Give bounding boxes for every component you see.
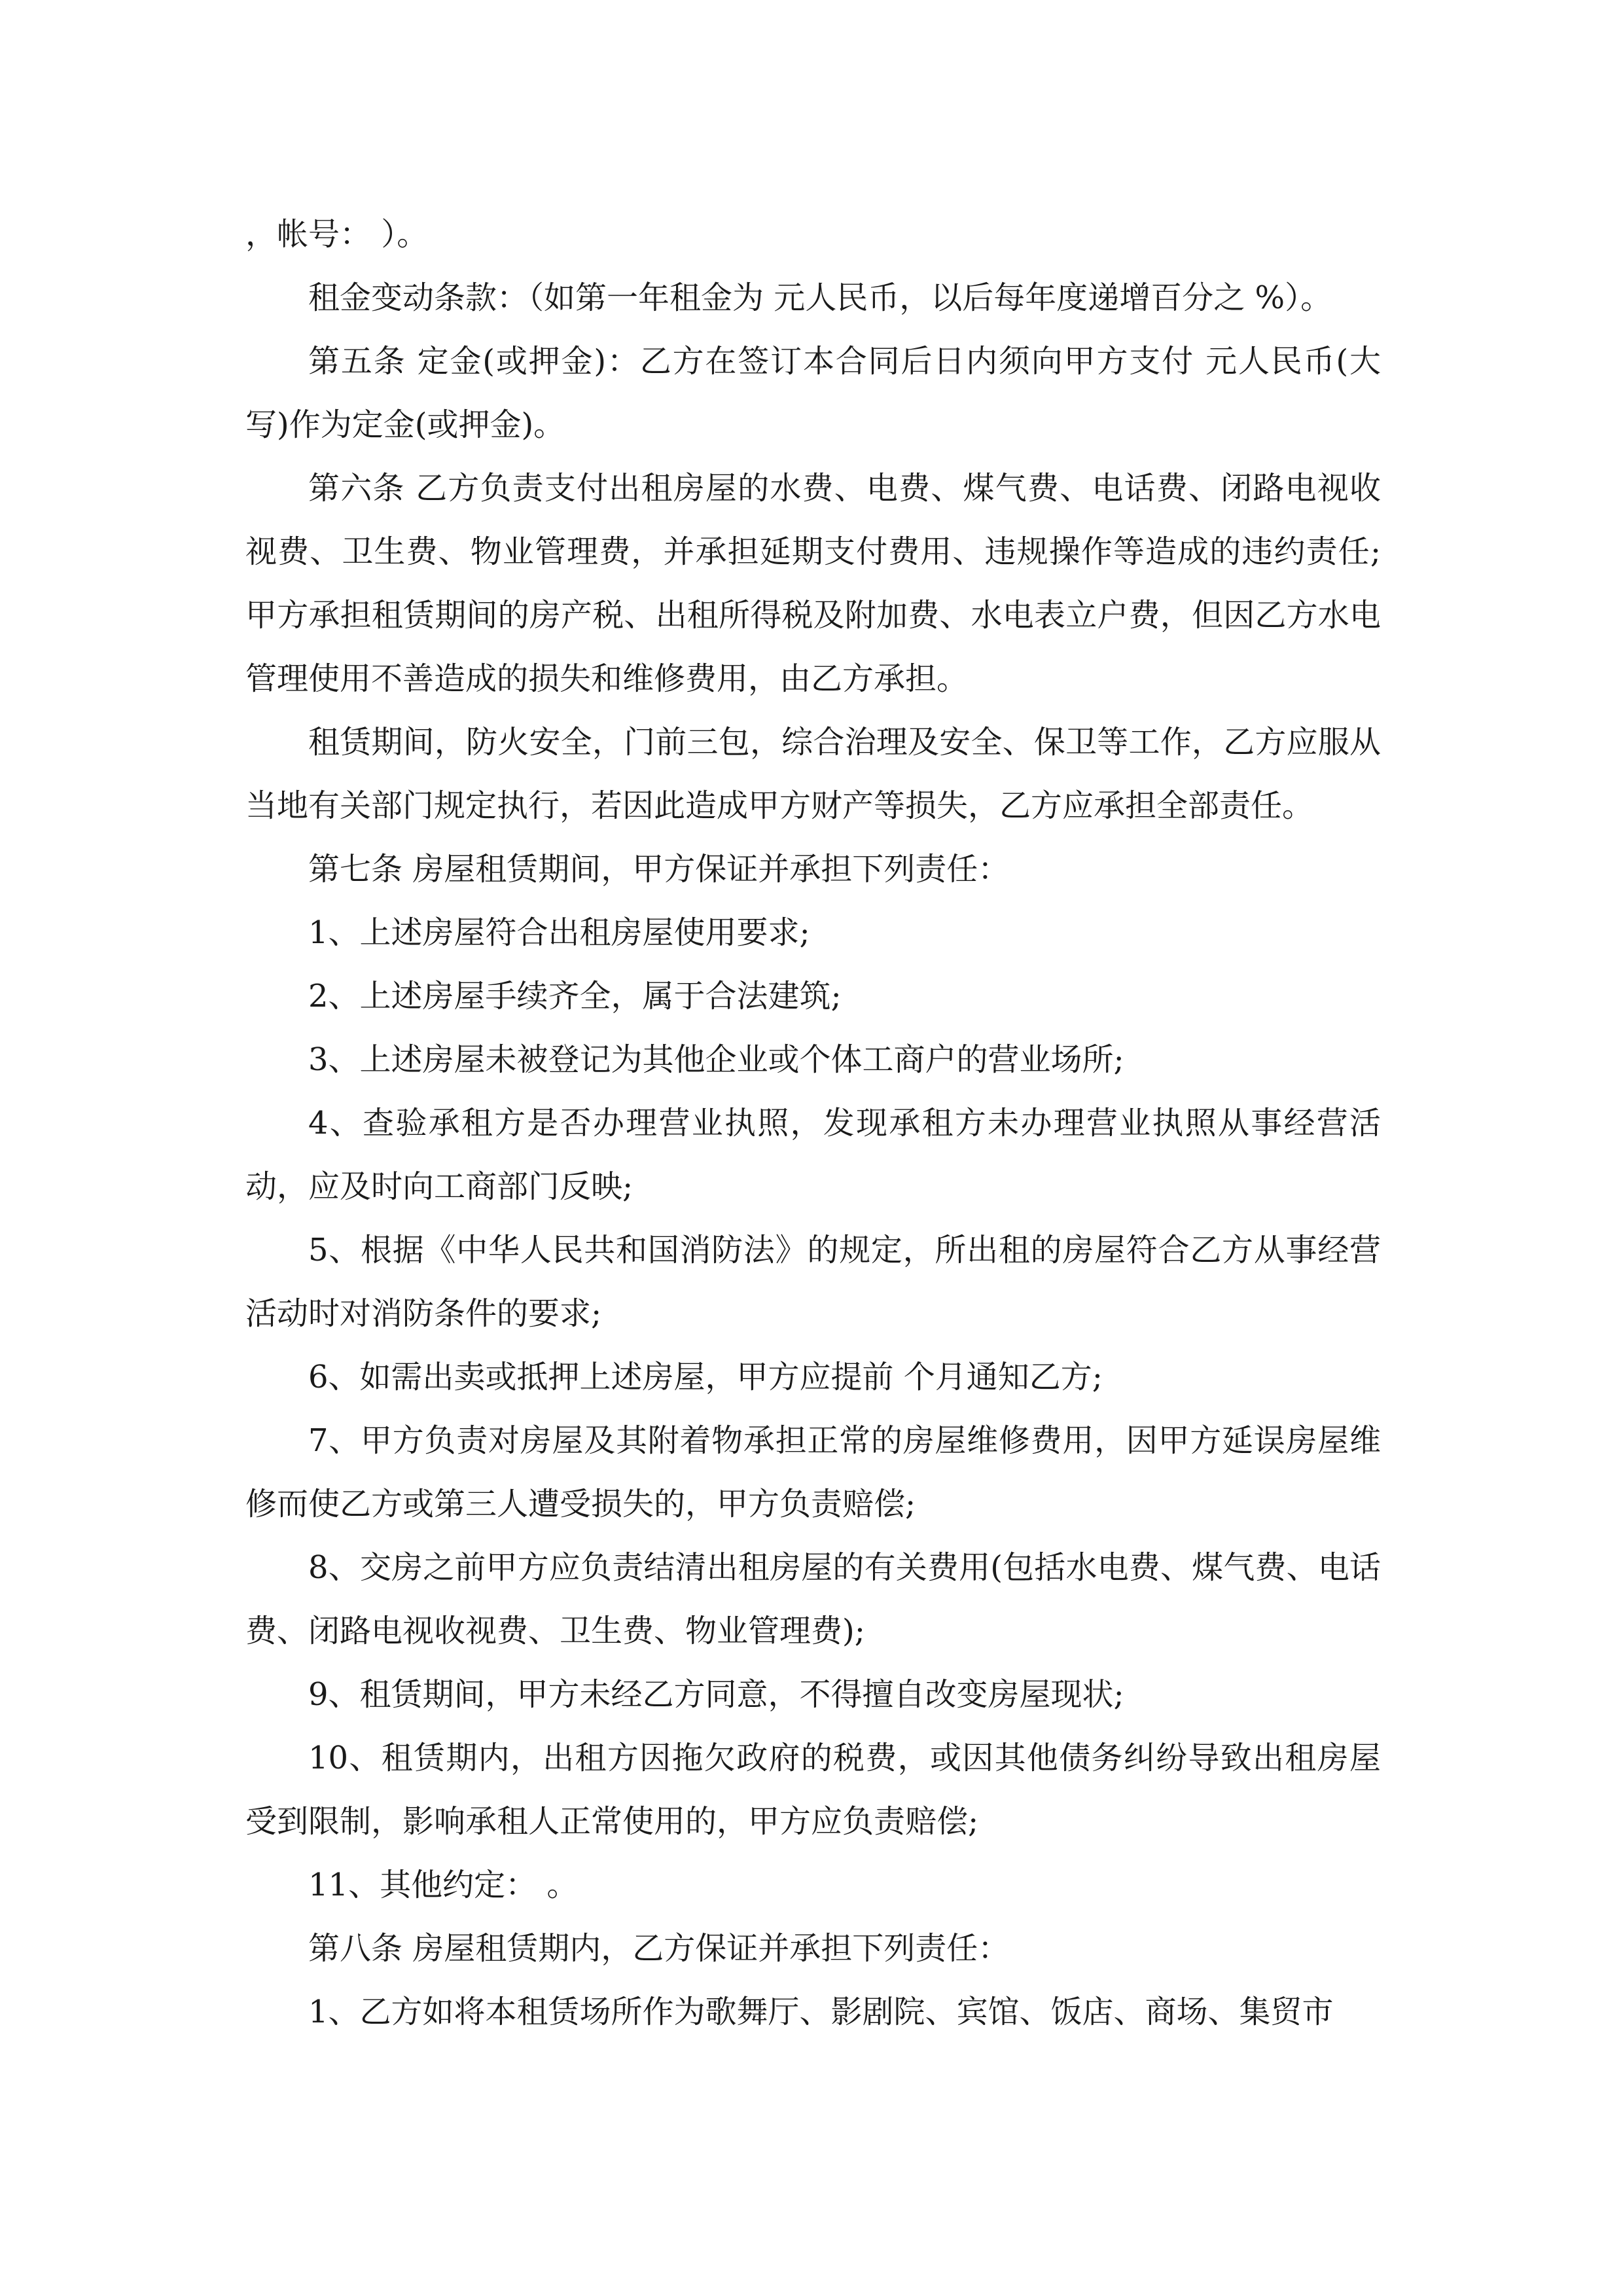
paragraph-rent-change-clause: 租金变动条款：（如第一年租金为 元人民币，以后每年度递增百分之 %）。 [308, 279, 1332, 316]
list-item: 7、甲方负责对房屋及其附着物承担正常的房屋维修费用，因甲方延误房屋维修而使乙方或第三人遭受损失的，甲方负责赔偿; [245, 1422, 1381, 1522]
paragraph-article-5: 第五条 定金(或押金)：乙方在签订本合同后日内须向甲方支付 元人民币(大写)作为定金(或押金)。 [245, 343, 1381, 443]
list-item: 10、租赁期内，出租方因拖欠政府的税费，或因其他债务纠纷导致出租房屋受到限制，影响承租人正常使用的，甲方应负责赔偿; [245, 1740, 1381, 1840]
paragraph-article-8: 第八条 房屋租赁期内，乙方保证并承担下列责任： [308, 1930, 1010, 1967]
list-item: 6、如需出卖或抵押上述房屋，甲方应提前 个月通知乙方; [308, 1359, 1103, 1395]
list-item: 8、交房之前甲方应负责结清出租房屋的有关费用(包括水电费、煤气费、电话费、闭路电视收视费、卫生费、物业管理费); [245, 1549, 1381, 1649]
list-item: 1、乙方如将本租赁场所作为歌舞厅、影剧院、宾馆、饭店、商场、集贸市 [308, 1994, 1334, 2030]
paragraph-article-7: 第七条 房屋租赁期间，甲方保证并承担下列责任： [308, 851, 1010, 888]
list-item: 2、上述房屋手续齐全，属于合法建筑; [308, 978, 842, 1014]
list-item: 11、其他约定： 。 [308, 1867, 579, 1903]
list-item: 9、租赁期间，甲方未经乙方同意，不得擅自改变房屋现状; [308, 1676, 1124, 1713]
document-body [245, 203, 1381, 2044]
paragraph-fire-safety: 租赁期间，防火安全，门前三包，综合治理及安全、保卫等工作，乙方应服从当地有关部门规定执行，若因此造成甲方财产等损失，乙方应承担全部责任。 [245, 724, 1381, 824]
list-item: 1、上述房屋符合出租房屋使用要求; [308, 914, 810, 951]
paragraph-article-6: 第六条 乙方负责支付出租房屋的水费、电费、煤气费、电话费、闭路电视收视费、卫生费、物业管理费，并承担延期支付费用、违规操作等造成的违约责任;甲方承担租赁期间的房产税、出租所得税及附加费、水电表立户费，但因乙方水电管理使用不善造成的损失和维修费用，由乙方承担。 [245, 470, 1381, 697]
paragraph-account-number: ，帐号： ）。 [245, 216, 429, 253]
list-item: 5、根据《中华人民共和国消防法》的规定，所出租的房屋符合乙方从事经营活动时对消防条件的要求; [245, 1232, 1381, 1332]
list-item: 3、上述房屋未被登记为其他企业或个体工商户的营业场所; [308, 1041, 1124, 1078]
list-item: 4、查验承租方是否办理营业执照，发现承租方未办理营业执照从事经营活动，应及时向工商部门反映; [245, 1105, 1381, 1205]
